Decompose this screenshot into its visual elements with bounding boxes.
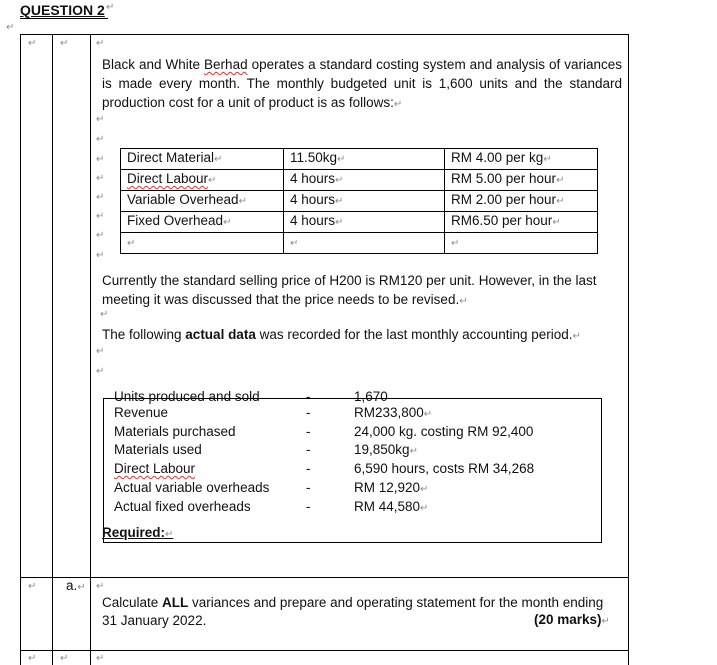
- actual-value: RM 44,580↵: [354, 499, 429, 514]
- cell-mark: ↵: [96, 38, 105, 49]
- table-row: [121, 212, 598, 233]
- paragraph-mark: ↵: [96, 114, 105, 125]
- table-col-border: [628, 34, 629, 665]
- table-row: [121, 170, 598, 191]
- actual-label: Revenue: [114, 405, 169, 420]
- cell-mark: ↵: [60, 653, 69, 664]
- cost-qty-cell: 4 hours↵: [284, 212, 445, 233]
- actual-data-intro: The following actual data was recorded for the last monthly accounting period.↵: [102, 327, 581, 342]
- intro-paragraph: Black and White Berhad operates a standard costing system and analysis of variances is made every month. The monthly budgeted unit is 1,600 units and the standard production cost for a unit of product is as follows:↵: [102, 57, 623, 110]
- table-row-border: [20, 650, 629, 651]
- cost-item-cell: Direct Material↵: [121, 149, 284, 170]
- part-a-marks: (20 marks)↵: [534, 612, 610, 627]
- actual-label: Materials purchased: [114, 424, 236, 439]
- actual-value: RM 12,920↵: [354, 480, 429, 495]
- paragraph-mark: ↵: [96, 230, 105, 241]
- table-row-border: [20, 577, 629, 578]
- cell-mark: ↵: [28, 581, 37, 592]
- cost-item-cell: Variable Overhead↵: [121, 191, 284, 212]
- table-row: [121, 149, 598, 170]
- actual-label: Direct Labour: [114, 461, 196, 476]
- actual-value: 24,000 kg. costing RM 92,400: [354, 424, 534, 439]
- part-a-text: Calculate ALL variances and prepare and operating statement for the month ending 31 January 2022.: [102, 595, 604, 628]
- paragraph-mark: ↵: [96, 366, 105, 377]
- empty-cell: ↵: [121, 233, 284, 254]
- actual-dash: -: [306, 424, 311, 439]
- empty-cell: ↵: [445, 233, 598, 254]
- table-col-border: [20, 34, 21, 665]
- cost-rate-cell: RM 4.00 per kg↵: [445, 149, 598, 170]
- actual-value: RM233,800↵: [354, 405, 433, 420]
- question-title: QUESTION 2: [20, 2, 105, 18]
- paragraph-mark: ↵: [96, 154, 105, 165]
- cost-item-cell: Direct Labour↵: [121, 170, 284, 191]
- cell-mark: ↵: [28, 653, 37, 664]
- paragraph-mark: ↵: [96, 134, 105, 145]
- actual-dash: -: [306, 461, 311, 476]
- actual-value: 6,590 hours, costs RM 34,268: [354, 461, 535, 476]
- cell-mark: ↵: [96, 653, 105, 664]
- table-row: [121, 191, 598, 212]
- paragraph-mark: ↵: [100, 309, 109, 320]
- actual-dash: -: [306, 499, 311, 514]
- cost-rate-cell: RM 5.00 per hour↵: [445, 170, 598, 191]
- cell-mark: ↵: [96, 581, 105, 592]
- table-row: [121, 233, 598, 254]
- actual-dash: -: [306, 405, 311, 420]
- paragraph-mark: ↵: [106, 2, 115, 13]
- actual-label: Actual fixed overheads: [114, 499, 251, 514]
- actual-label: Materials used: [114, 442, 202, 457]
- actual-value: 19,850kg↵: [354, 442, 418, 457]
- paragraph-mark: ↵: [96, 346, 105, 357]
- actual-dash: -: [306, 480, 311, 495]
- cost-item-cell: Fixed Overhead↵: [121, 212, 284, 233]
- actual-label: Units produced and sold: [114, 389, 260, 404]
- actual-label: Actual variable overheads: [114, 480, 270, 495]
- paragraph-mark: ↵: [96, 250, 105, 261]
- cell-mark: ↵: [60, 38, 69, 49]
- paragraph-mark: ↵: [6, 22, 15, 33]
- cost-qty-cell: 4 hours↵: [284, 170, 445, 191]
- required-label: Required:↵: [102, 525, 174, 540]
- cell-mark: ↵: [28, 38, 37, 49]
- actual-dash: -: [306, 389, 311, 404]
- cost-rate-cell: RM6.50 per hour↵: [445, 212, 598, 233]
- table-col-border: [52, 34, 53, 665]
- paragraph-mark: ↵: [96, 211, 105, 222]
- part-a-label: a.↵: [66, 578, 86, 593]
- actual-value: 1,670: [354, 389, 388, 404]
- paragraph-mark: ↵: [96, 192, 105, 203]
- cost-qty-cell: 4 hours↵: [284, 191, 445, 212]
- actual-dash: -: [306, 442, 311, 457]
- standard-cost-table: [120, 148, 598, 254]
- selling-price-paragraph: Currently the standard selling price of H200 is RM120 per unit. However, in the last meeting it was discussed that the price needs to be revised.↵: [102, 273, 597, 307]
- cost-rate-cell: RM 2.00 per hour↵: [445, 191, 598, 212]
- paragraph-mark: ↵: [96, 173, 105, 184]
- table-top-border: [20, 34, 629, 35]
- empty-cell: ↵: [284, 233, 445, 254]
- cost-qty-cell: 11.50kg↵: [284, 149, 445, 170]
- table-col-border: [90, 34, 91, 665]
- title-underline: [20, 18, 108, 19]
